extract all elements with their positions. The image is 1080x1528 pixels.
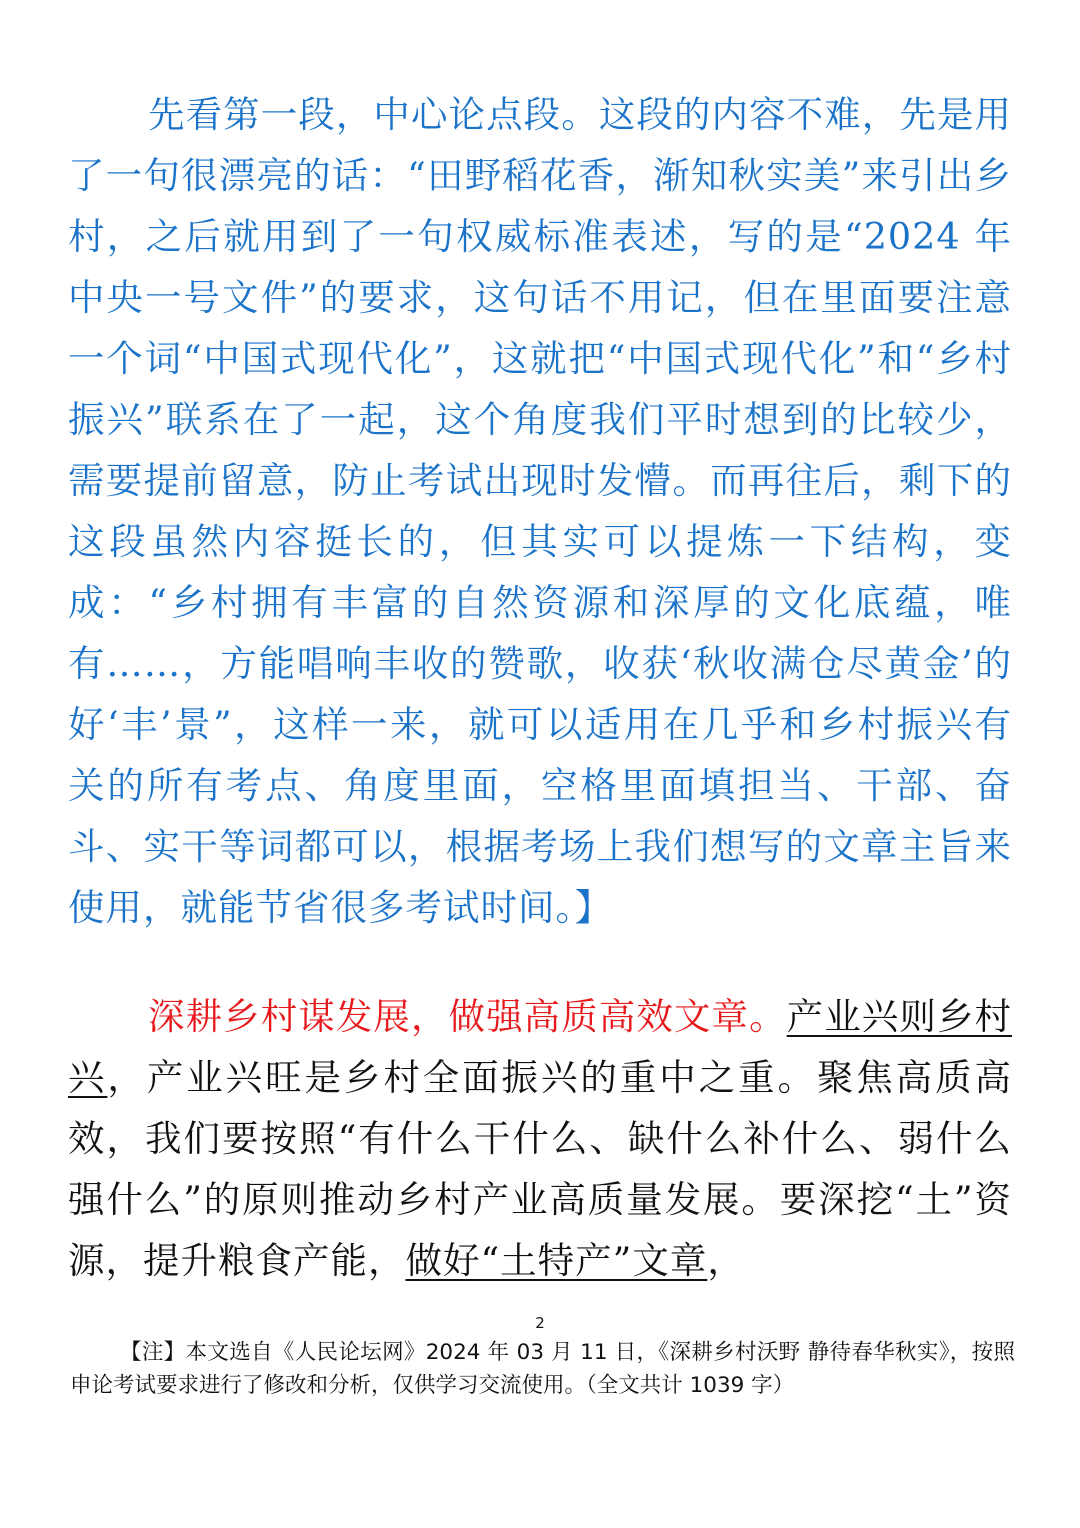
analysis-paragraph: 先看第一段，中心论点段。这段的内容不难，先是用了一句很漂亮的话：“田野稻花香，渐知秋实美”来引出乡村，之后就用到了一句权威标准表述，写的是“2024 年中央一号文件”的要求，这句话不用记，但在里面要注意一个词“中国式现代化”，这就把“中国式现代化”和“乡村振兴”联系在了一起，这个角度我们平时想到的比较少，需要提前留意，防止考试出现时发懵。而再往后，剩下的这段虽然内容挺长的，但其实可以提炼一下结构，变成：“乡村拥有丰富的自然资源和深厚的文化底蕴，唯有……，方能唱响丰收的赞歌，收获‘秋收满仓尽黄金’的好‘丰’景”，这样一来，就可以适用在几乎和乡村振兴有关的所有考点、角度里面，空格里面填担当、干部、奋斗、实干等词都可以，根据考场上我们想写的文章主旨来使用，就能节省很多考试时间。】 — [68, 93, 1012, 929]
underlined-key-phrase: 做好“土特产”文章 — [405, 1239, 708, 1282]
essay-paragraph — [68, 986, 1012, 1291]
essay-trailing-punctuation: ， — [707, 1239, 745, 1282]
page-number: 2 — [535, 1314, 545, 1332]
footnote: 【注】本文选自《人民论坛网》2024 年 03 月 11 日，《深耕乡村沃野 静待春华秋实》，按照申论考试要求进行了修改和分析，仅供学习交流使用。（全文共计 1039 字） — [70, 1340, 1015, 1398]
underlined-key-sentence: 产业兴则乡村兴 — [68, 995, 1013, 1099]
section-heading: 深耕乡村谋发展，做强高质高效文章。 — [148, 995, 787, 1038]
essay-body-text: ，产业兴旺是乡村全面振兴的重中之重。聚焦高质高效，我们要按照“有什么干什么、缺什么补什么、弱什么强什么”的原则推动乡村产业高质量发展。要深挖“土”资源，提升粮食产能， — [68, 1056, 1013, 1282]
